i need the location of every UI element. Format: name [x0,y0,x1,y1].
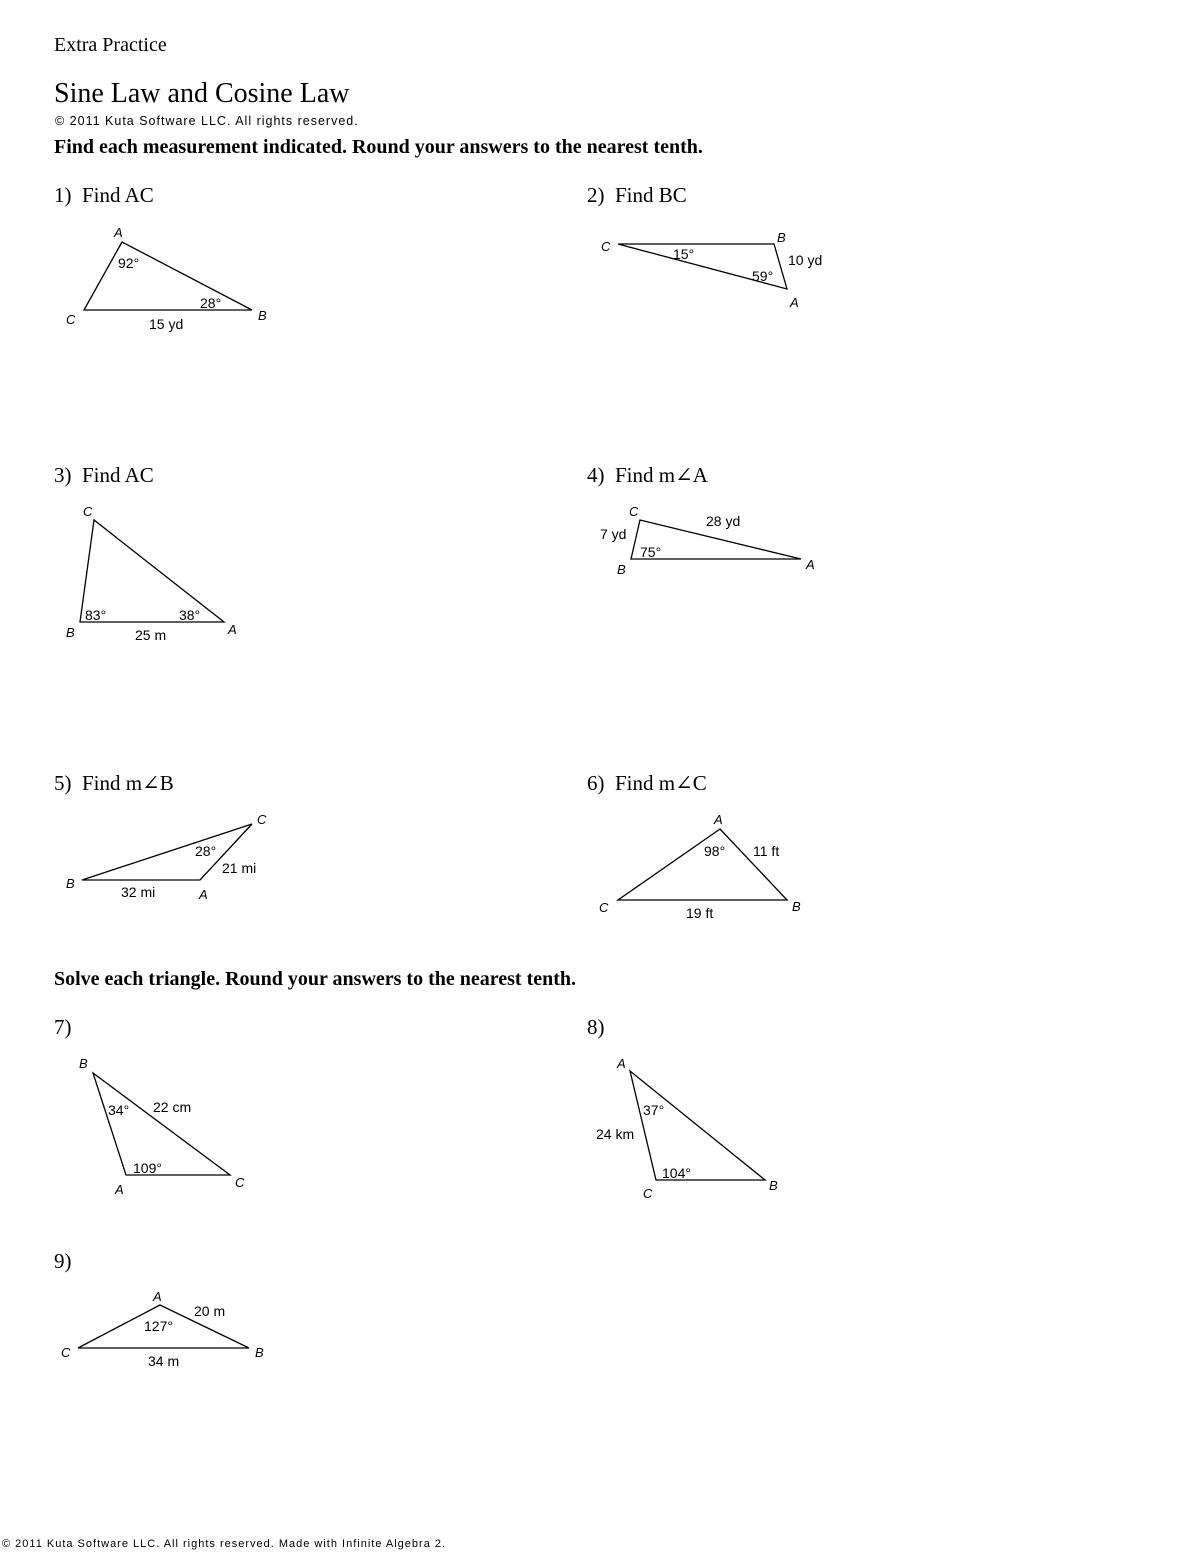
problem-2-label: 2) Find BC [587,183,687,207]
copyright-notice: © 2011 Kuta Software LLC. All rights reserved. [55,114,359,128]
vertex-label: A [115,1182,124,1197]
angle-label: 38° [179,607,201,623]
side-label: 25 m [135,627,167,643]
vertex-label: B [66,876,75,891]
side-label: 15 yd [149,316,184,332]
page-title: Sine Law and Cosine Law [54,78,350,109]
vertex-label: B [258,308,267,323]
angle-label: 75° [640,544,662,560]
triangle-figure-1 [66,225,267,332]
section-1-instruction: Find each measurement indicated. Round your answers to the nearest tenth. [54,136,703,158]
triangle-figure-7 [79,1056,245,1197]
problem-9-label: 9) [54,1249,72,1273]
angle-label: 98° [704,843,726,859]
vertex-label: C [601,239,611,254]
vertex-label: B [66,625,75,640]
vertex-label: C [66,312,76,327]
vertex-label: A [790,295,799,310]
side-label: 24 km [596,1126,635,1142]
vertex-label: B [769,1178,778,1193]
angle-label: 83° [85,607,107,623]
side-label: 21 mi [222,860,257,876]
triangle-shape [630,1071,765,1180]
vertex-label: B [777,230,786,245]
angle-label: 15° [673,246,695,262]
side-label: 34 m [148,1353,180,1369]
triangle-figure-8 [596,1056,778,1201]
vertex-label: A [806,557,815,572]
side-label: 28 yd [706,513,741,529]
side-label: 11 ft [753,843,780,859]
angle-label: 34° [108,1102,130,1118]
angle-label: 127° [144,1318,173,1334]
problem-1-label: 1) Find AC [54,183,154,207]
triangle-figure-3 [66,504,237,643]
triangle-figure-2 [601,230,822,310]
problem-3-label: 3) Find AC [54,463,154,487]
vertex-label: C [643,1186,653,1201]
problem-8-label: 8) [587,1015,605,1039]
worksheet-subject: Extra Practice [54,34,167,56]
footer-copyright: © 2011 Kuta Software LLC. All rights reserved. Made with Infinite Algebra 2. [2,1538,447,1550]
vertex-label: A [153,1289,162,1304]
vertex-label: C [61,1345,71,1360]
section-2-instruction: Solve each triangle. Round your answers to the nearest tenth. [54,968,577,990]
angle-label: 59° [752,268,774,284]
angle-label: 28° [195,843,217,859]
vertex-label: A [617,1056,626,1071]
triangle-figure-6 [599,812,801,921]
side-label: 19 ft [686,905,714,921]
problem-6-label: 6) Find m∠C [587,771,707,795]
vertex-label: C [257,812,267,827]
angle-label: 104° [662,1165,691,1181]
triangle-shape [618,829,787,900]
vertex-label: A [714,812,723,827]
vertex-label: B [792,899,801,914]
triangle-shape [84,242,252,310]
angle-label: 109° [133,1160,162,1176]
side-label: 10 yd [788,252,823,268]
problem-5-label: 5) Find m∠B [54,771,174,795]
angle-label: 92° [118,255,140,271]
problem-4-label: 4) Find m∠A [587,463,708,487]
vertex-label: A [199,887,208,902]
side-label: 32 mi [121,884,156,900]
vertex-label: C [599,900,609,915]
vertex-label: A [114,225,123,240]
angle-label: 28° [200,295,222,311]
vertex-label: B [255,1345,264,1360]
triangle-figure-9 [61,1289,264,1369]
side-label: 22 cm [153,1099,192,1115]
problem-7-label: 7) [54,1015,72,1039]
vertex-label: C [629,504,639,519]
vertex-label: A [228,622,237,637]
vertex-label: B [79,1056,88,1071]
triangle-figure-5 [66,812,267,902]
vertex-label: B [617,562,626,577]
vertex-label: C [83,504,93,519]
triangle-figure-4 [600,504,815,577]
angle-label: 37° [643,1102,665,1118]
side-label: 20 m [194,1303,226,1319]
side-label: 7 yd [600,526,627,542]
vertex-label: C [235,1175,245,1190]
